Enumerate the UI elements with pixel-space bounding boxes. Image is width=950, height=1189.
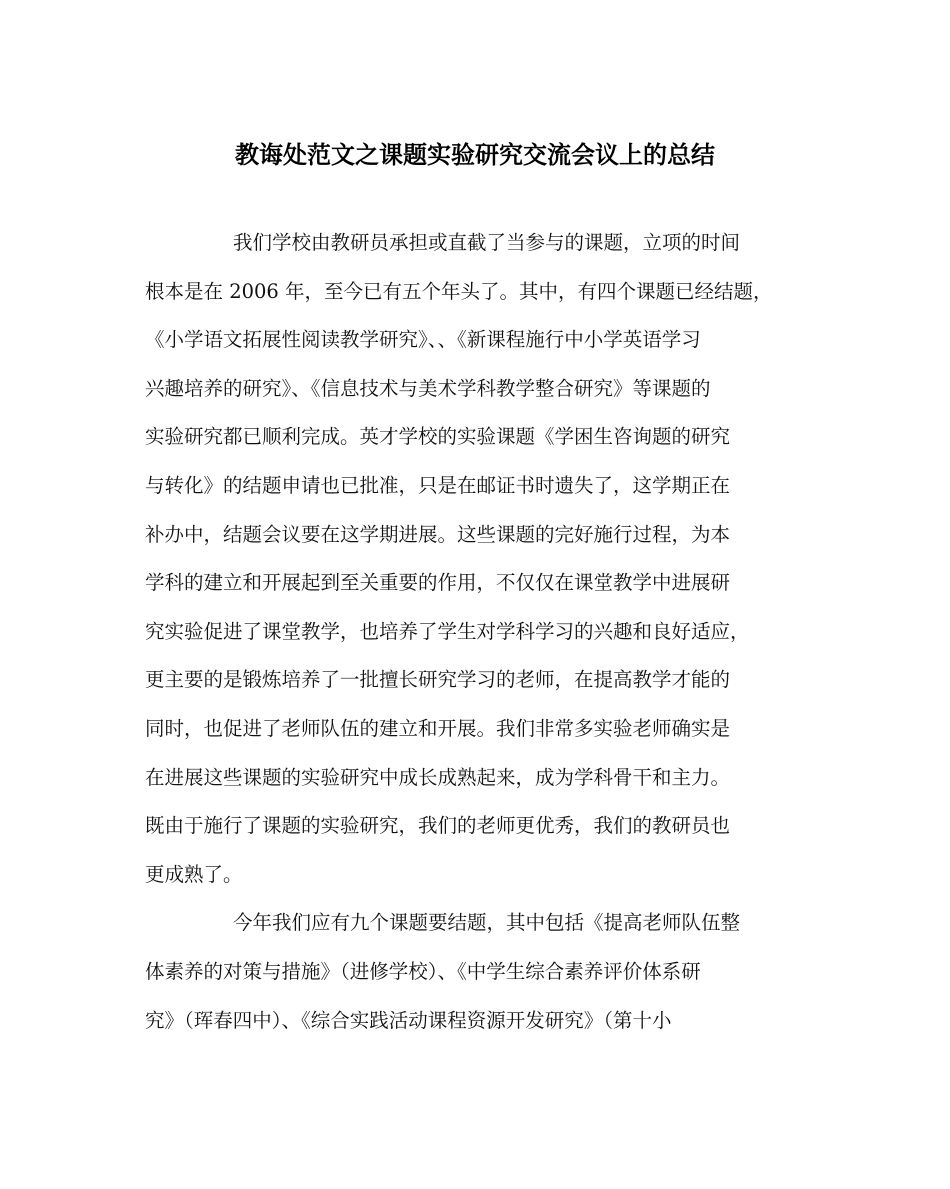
paragraph-line: 同时，也促进了老师队伍的建立和开展。我们非常多实验老师确实是 [145,716,731,740]
paragraph-line: 更主要的是锻炼培养了一批擅长研究学习的老师，在提高教学才能的 [145,668,731,692]
paragraph-line: 今年我们应有九个课题要结题，其中包括《提高老师队伍整 [233,911,741,935]
paragraph-line: 既由于施行了课题的实验研究，我们的老师更优秀，我们的教研员也 [145,814,731,838]
paragraph-line: 体素养的对策与措施》（进修学校）、《中学生综合素养评价体系研 [145,959,701,983]
paragraph-line: 补办中，结题会议要在这学期进展。这些课题的完好施行过程，为本 [145,522,731,546]
paragraph-line: 《小学语文拓展性阅读教学研究》、、《新课程施行中小学英语学习 [145,328,701,352]
paragraph-line: 兴趣培养的研究》、《信息技术与美术学科教学整合研究》等课题的 [145,376,711,400]
paragraph-line: 在进展这些课题的实验研究中成长成熟起来，成为学科骨干和主力。 [145,765,731,789]
paragraph-line: 根本是在 2006 年，至今已有五个年头了。其中，有四个课题已经结题， [145,279,773,303]
paragraph-line: 更成熟了。 [145,862,243,886]
paragraph-1 [145,219,815,899]
paragraph-line: 究实验促进了课堂教学，也培养了学生对学科学习的兴趣和良好适应， [145,619,750,643]
document-body [145,219,815,1045]
paragraph-line: 学科的建立和开展起到至关重要的作用，不仅仅在课堂教学中进展研 [145,571,731,595]
paragraph-2 [145,899,815,1045]
paragraph-line: 实验研究都已顺利完成。英才学校的实验课题《学困生咨询题的研究 [145,425,731,449]
paragraph-line: 我们学校由教研员承担或直截了当参与的课题，立项的时间 [233,231,741,254]
paragraph-line: 与转化》的结题申请也已批准，只是在邮证书时遗失了，这学期正在 [145,473,731,497]
document-title: 教诲处范文之课题实验研究交流会议上的总结 [235,140,715,169]
paragraph-line: 究》（珲春四中）、《综合实践活动课程资源开发研究》（第十小 [145,1008,672,1032]
